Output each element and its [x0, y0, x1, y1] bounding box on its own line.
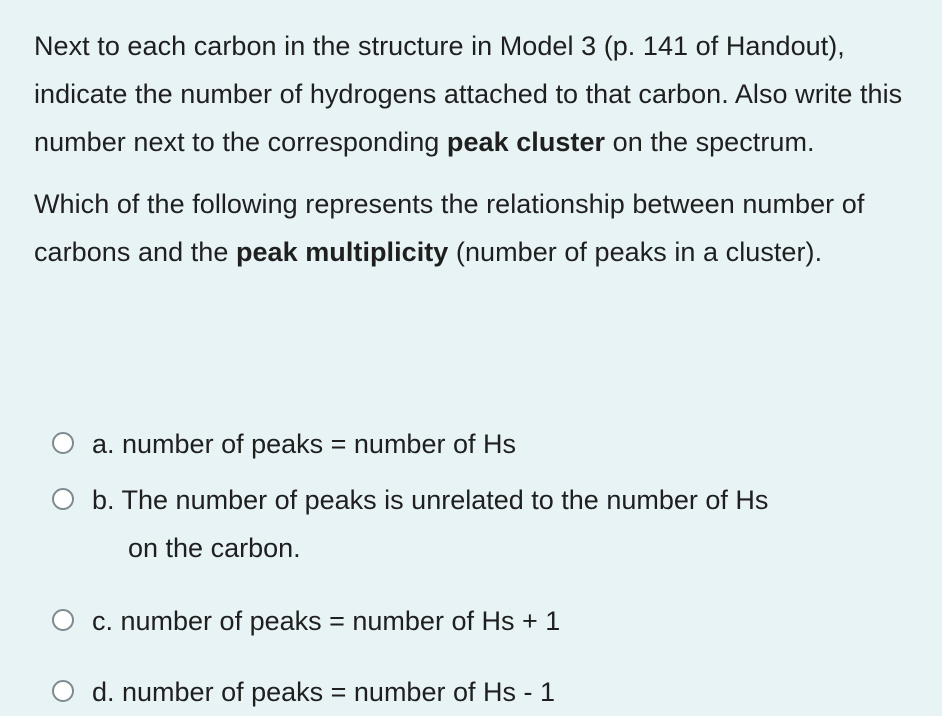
- option-b-label-line-1: b. The number of peaks is unrelated to the number of Hs: [92, 485, 769, 515]
- option-d[interactable]: [52, 668, 555, 716]
- option-b[interactable]: [52, 476, 768, 572]
- paragraph-2-text-end: (number of peaks in a cluster).: [448, 237, 823, 267]
- paragraph-2-bold-term: peak multiplicity: [235, 237, 449, 267]
- option-b-label[interactable]: [92, 476, 768, 572]
- option-c-label[interactable]: c. number of peaks = number of Hs + 1: [92, 606, 561, 636]
- option-a-label[interactable]: a. number of peaks = number of Hs: [92, 429, 516, 459]
- option-c[interactable]: [52, 597, 560, 645]
- option-a-radio[interactable]: [52, 432, 74, 454]
- option-c-radio[interactable]: [52, 609, 74, 631]
- paragraph-1-text-end: on the spectrum.: [605, 127, 815, 157]
- paragraph-2-text: Which of the following represents the relationship between number of carbons and the: [34, 189, 865, 267]
- option-a[interactable]: [52, 420, 516, 468]
- option-b-radio[interactable]: [52, 488, 74, 510]
- option-d-radio[interactable]: [52, 680, 74, 702]
- paragraph-1-bold-term: peak cluster: [446, 127, 606, 157]
- option-d-label[interactable]: d. number of peaks = number of Hs - 1: [92, 677, 555, 707]
- option-b-label-line-2: on the carbon.: [128, 533, 301, 563]
- paragraph-1-text: Next to each carbon in the structure in Model 3 (p. 141 of Handout), indicate the number of hydrogens attached to that carbon. Also write this number next to the corresponding: [34, 31, 903, 157]
